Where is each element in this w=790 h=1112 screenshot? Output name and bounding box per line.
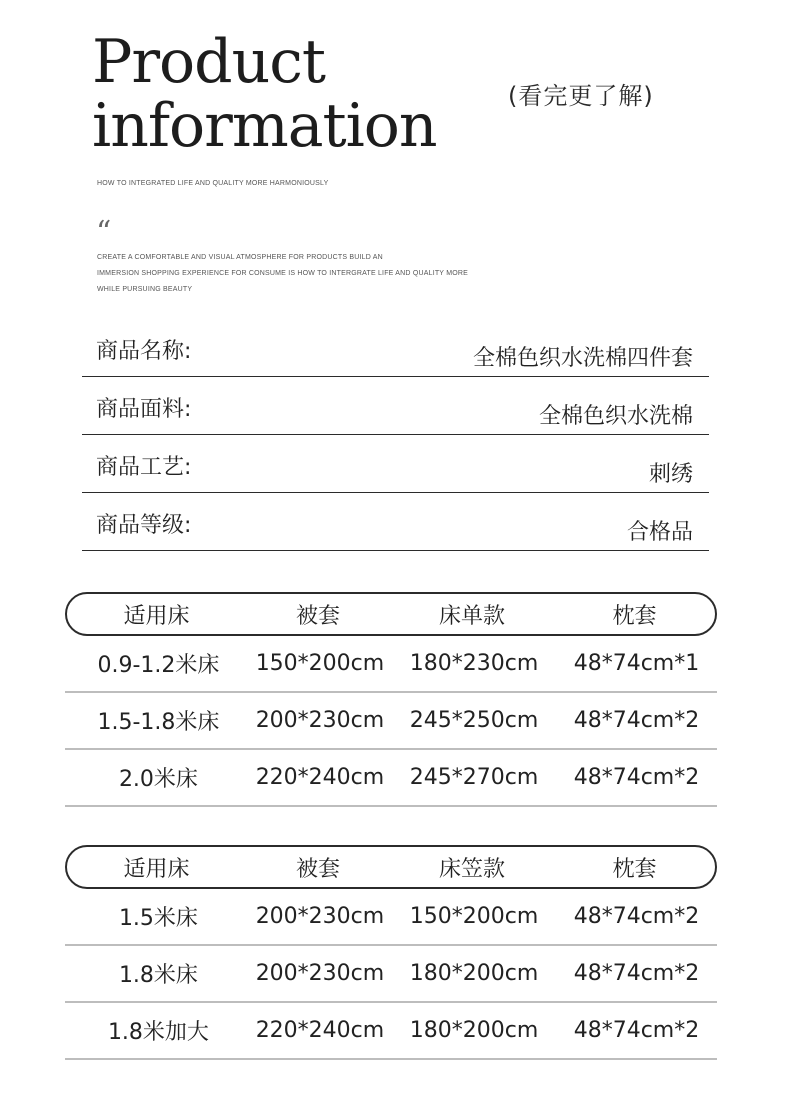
table-cell: 220*240cm bbox=[255, 1018, 385, 1043]
table-cell: 245*270cm bbox=[409, 765, 539, 790]
table-cell: 220*240cm bbox=[255, 765, 385, 790]
table-cell: 1.8米床 bbox=[118, 963, 198, 988]
info-label: 商品名称: bbox=[96, 339, 192, 364]
table-cell: 200*230cm bbox=[255, 904, 385, 929]
table-cell: 150*200cm bbox=[409, 904, 539, 929]
product-info-list bbox=[82, 319, 709, 551]
table-cell: 48*74cm*2 bbox=[573, 765, 700, 790]
info-row-grade bbox=[82, 493, 709, 551]
table-row bbox=[65, 1003, 717, 1060]
info-value: 全棉色织水洗棉四件套 bbox=[472, 346, 693, 371]
table-cell: 1.5-1.8米床 bbox=[97, 710, 220, 735]
table-cell: 48*74cm*2 bbox=[573, 708, 700, 733]
size-table-sheet bbox=[65, 592, 717, 807]
table-row bbox=[65, 693, 717, 750]
description-line: CREATE A COMFORTABLE AND VISUAL ATMOSPHERE FOR PRODUCTS BUILD AN bbox=[97, 254, 383, 261]
info-label: 商品面料: bbox=[96, 397, 192, 422]
info-value: 刺绣 bbox=[648, 462, 693, 487]
description-line: WHILE PURSUING BEAUTY bbox=[97, 286, 193, 293]
info-row-name bbox=[82, 319, 709, 377]
info-value: 全棉色织水洗棉 bbox=[538, 404, 693, 429]
page-title bbox=[92, 27, 437, 161]
header-cell: 床单款 bbox=[438, 603, 505, 629]
header-cell: 适用床 bbox=[123, 856, 190, 882]
table-cell: 180*200cm bbox=[409, 1018, 539, 1043]
tagline: HOW TO INTEGRATED LIFE AND QUALITY MORE HARMONIOUSLY bbox=[97, 180, 329, 187]
info-value: 合格品 bbox=[626, 520, 693, 545]
header-cell: 床笠款 bbox=[438, 856, 505, 882]
info-label: 商品等级: bbox=[96, 513, 192, 538]
table-cell: 200*230cm bbox=[255, 961, 385, 986]
table-row bbox=[65, 636, 717, 693]
quote-mark-icon: “ bbox=[96, 215, 112, 250]
table-cell: 180*200cm bbox=[409, 961, 539, 986]
header-cell: 被套 bbox=[295, 603, 340, 629]
description bbox=[97, 250, 517, 298]
info-row-fabric bbox=[82, 377, 709, 435]
size-table-fitted bbox=[65, 845, 717, 1060]
table-cell: 48*74cm*2 bbox=[573, 1018, 700, 1043]
table-header bbox=[65, 592, 717, 636]
table-cell: 1.5米床 bbox=[118, 906, 198, 931]
table-cell: 180*230cm bbox=[409, 651, 539, 676]
subtitle-cn: (看完更了解) bbox=[508, 82, 654, 110]
table-cell: 245*250cm bbox=[409, 708, 539, 733]
table-row bbox=[65, 750, 717, 807]
table-cell: 48*74cm*2 bbox=[573, 961, 700, 986]
table-cell: 0.9-1.2米床 bbox=[97, 653, 220, 678]
header-cell: 被套 bbox=[295, 856, 340, 882]
table-cell: 150*200cm bbox=[255, 651, 385, 676]
header-cell: 枕套 bbox=[612, 603, 657, 629]
info-label: 商品工艺: bbox=[96, 455, 192, 480]
header-cell: 适用床 bbox=[123, 603, 190, 629]
table-row bbox=[65, 889, 717, 946]
description-line: IMMERSION SHOPPING EXPERIENCE FOR CONSUME IS HOW TO INTERGRATE LIFE AND QUALITY MORE bbox=[97, 270, 468, 277]
info-row-craft bbox=[82, 435, 709, 493]
table-header bbox=[65, 845, 717, 889]
table-cell: 2.0米床 bbox=[118, 767, 198, 792]
title-line-2: information bbox=[92, 91, 437, 161]
title-line-1: Product bbox=[92, 27, 325, 97]
table-cell: 1.8米加大 bbox=[107, 1020, 209, 1045]
table-cell: 48*74cm*1 bbox=[573, 651, 700, 676]
table-row bbox=[65, 946, 717, 1003]
table-cell: 48*74cm*2 bbox=[573, 904, 700, 929]
header-cell: 枕套 bbox=[612, 856, 657, 882]
table-cell: 200*230cm bbox=[255, 708, 385, 733]
